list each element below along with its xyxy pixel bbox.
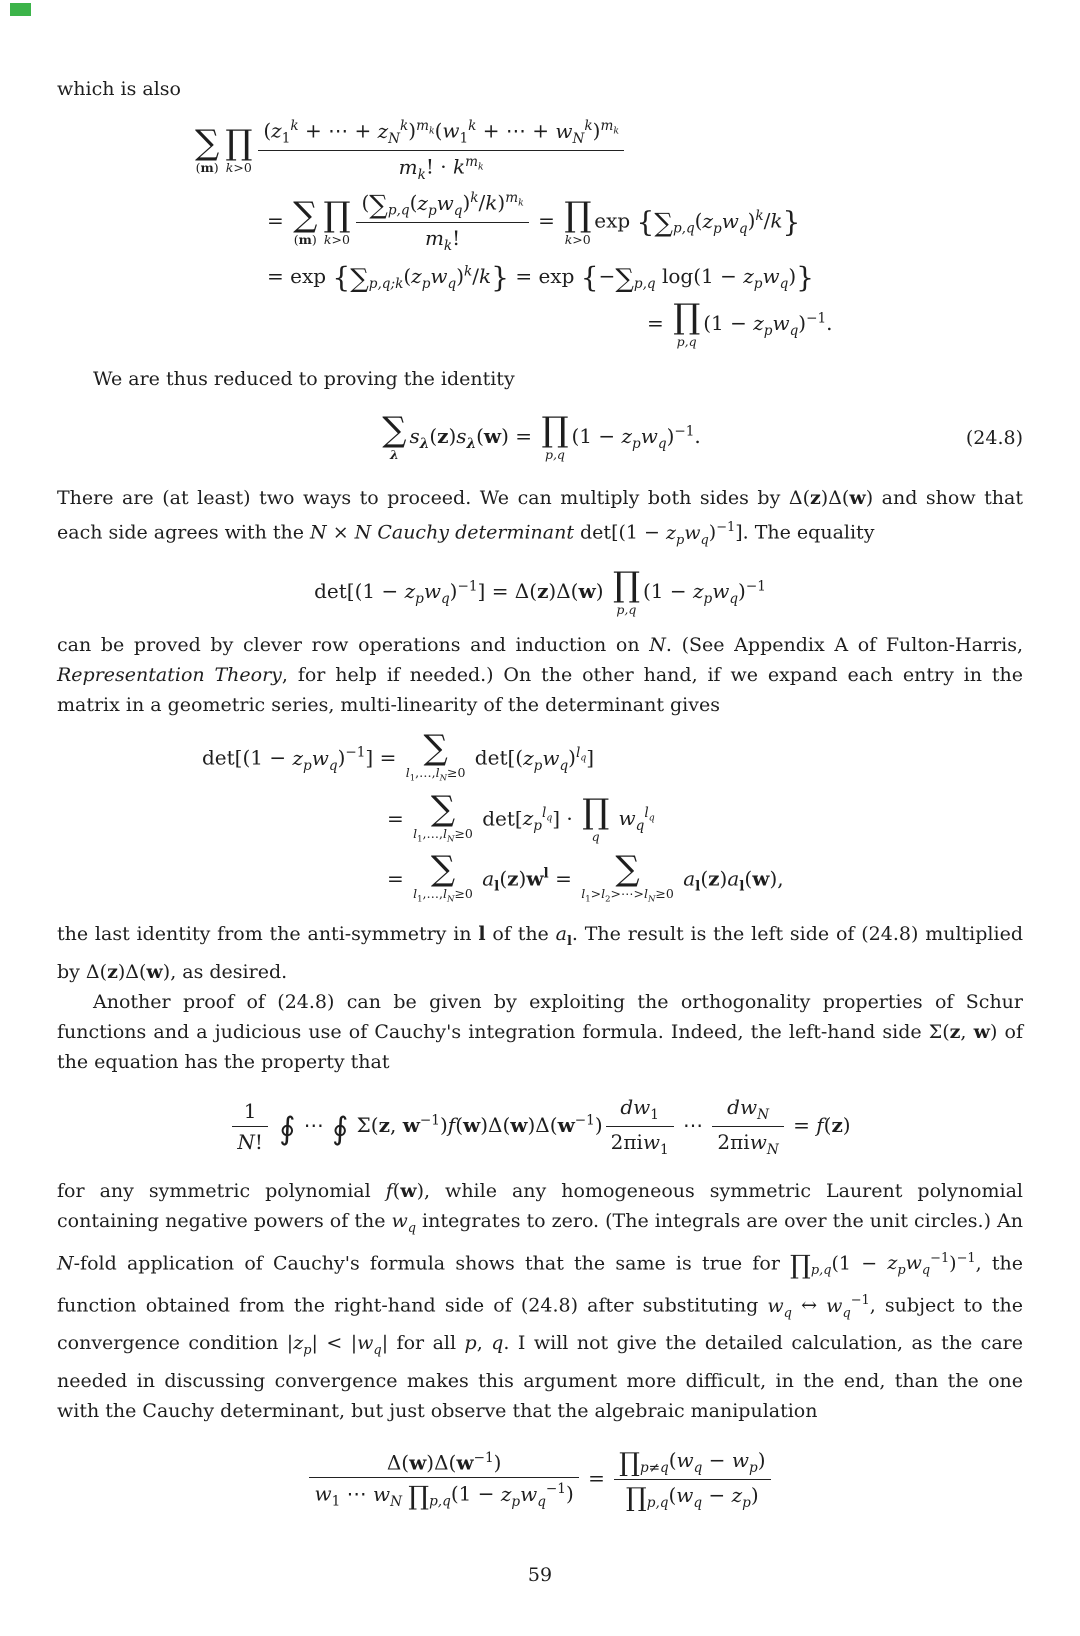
paragraph-row-operations: can be proved by clever row operations and induction on N. (See Appendix A of Fulton-Harris, Representation Theory, for help if needed.) On the other hand, if we expand each entry in the matrix in a geometric series, multi-linearity of the determinant gives <box>57 634 1023 717</box>
cauchy-determinant-equation-body: $\det[(1 - z_pw_q)^{-1}] = \Delta(z)\Delta(w)$ ∏ p,q $(1 - z_pw_q)^{-1}$ <box>314 565 766 618</box>
equation-24-8 <box>57 410 1023 463</box>
paragraph-laurent: for any symmetric polynomial f(w), while any homogeneous symmetric Laurent polynomial containing negative powers of the $w_q$ integrates to zero. (The integrals are over the unit circles.) An N-fold application of Cauchy's formula shows that the same is true for $\prod_{p,q}(1 - z_pw_q^{-1})^{-1}$, the function obtained from the right-hand side of (24.8) after substituting $w_q$ ↔ $w_q^{-1}$, subject to the convergence condition $|z_p| < |w_q|$ for all p, q. I will not give the detailed calculation, as the care needed in discussing convergence makes this argument more difficult, in the end, than the one with the Cauchy determinant, but just observe that the algebraic manipulation <box>57 1180 1023 1423</box>
algebraic-manipulation-equation <box>57 1448 1023 1512</box>
paragraph-anti-symmetry: the last identity from the anti-symmetry in l of the $a_l$. The result is the left side of (24.8) multiplied by Δ(z)Δ(w), as desired. <box>57 922 1023 983</box>
page-number: 59 <box>527 1563 553 1586</box>
expansion-line-2: = ∑ $l_1,\dots,l_N\ge 0$ $\det[z_p^{l_q}]$ · ∏ q $w_q^{l_q}$ <box>387 788 655 845</box>
scan-artifact-mark <box>10 3 31 16</box>
expansion-line-1: $\det[(1 - z_pw_q)^{-1}]$ = ∑ $l_1,\dots,l_N\ge 0$ $\det[(z_pw_q)^{l_q}]$ <box>202 728 595 784</box>
paragraph-two-ways: There are (at least) two ways to proceed. We can multiply both sides by Δ(z)Δ(w) and show that each side agrees with the N × N Cauchy determinant $\det[(1 - z_pw_q)^{-1}]$. The equality <box>57 487 1023 548</box>
derivation-equation <box>57 118 1023 348</box>
integral-equation-body: $\frac{1}{N!}$ ∮ ⋯ ∮ Σ(z, $w^{-1})f(w)\Delta(w)\Delta(w^{-1})$ $dw_1$ 2πiw$_1$ ⋯ $dw_N$ 2πiw$_N$ = f(z) <box>229 1113 850 1137</box>
derivation-line-2: = ∑ (m) ∏ k>0 $(\sum_{p,q}(z_pw_q)^k/k)^{m_k}$ $m_k$! = ∏ k>0 $\exp \{\sum_{p,q}(z_pw_q)^k/k\}$ <box>267 189 801 254</box>
integral-equation <box>57 1095 1023 1159</box>
equation-number: (24.8) <box>965 426 1023 449</box>
equation-24-8-body: ∑ λ $s_\lambda(z)s_\lambda(w)$ = ∏ p,q $(1 - z_pw_q)^{-1}$. <box>382 410 701 463</box>
derivation-line-1: ∑ (m) ∏ k>0 ($z_1^k$ + ⋯ + $z_N^k)^{m_k}(w_1^k$ + ⋯ + $w_N^k)^{m_k}$ $m_k$! · $k^{m_k}$ <box>57 118 1023 183</box>
intro-line: which is also <box>57 78 181 100</box>
expansion-line-3: = ∑ $l_1,\dots,l_N\ge 0$ $a_l(z)w^l$ = ∑ $l_1>l_2>\cdots>l_N\ge 0$ $a_l(z)a_l(w)$, <box>387 849 784 905</box>
determinant-expansion-equation <box>57 728 1023 907</box>
paragraph-another-proof: Another proof of (24.8) can be given by exploiting the orthogonality properties of Schur functions and a judicious use of Cauchy's integration formula. Indeed, the left-hand side Σ(z, w) of the equation has the property that <box>57 990 1023 1073</box>
cauchy-determinant-equation <box>57 565 1023 618</box>
derivation-line-4: = ∏ p,q $(1 - z_pw_q)^{-1}$. <box>647 297 833 350</box>
reduced-identity-line: We are thus reduced to proving the identity <box>93 368 515 391</box>
derivation-line-3: = $\exp \{\sum_{p,q;k}(z_pw_q)^k/k\} = \exp \{-\sum_{p,q}$ $\log(1 - z_pw_q)$} <box>267 261 814 295</box>
algebraic-manipulation-equation-body: $\Delta(w)\Delta(w^{-1})$ $w_1$ ⋯ $w_N$ $\prod_{p,q}(1 - z_pw_q^{-1})$ = $\frac{\prod_{p\ne q}(w_q - w_p)}{\prod_{p,q}(w_q - z_p)}$ <box>306 1466 773 1490</box>
